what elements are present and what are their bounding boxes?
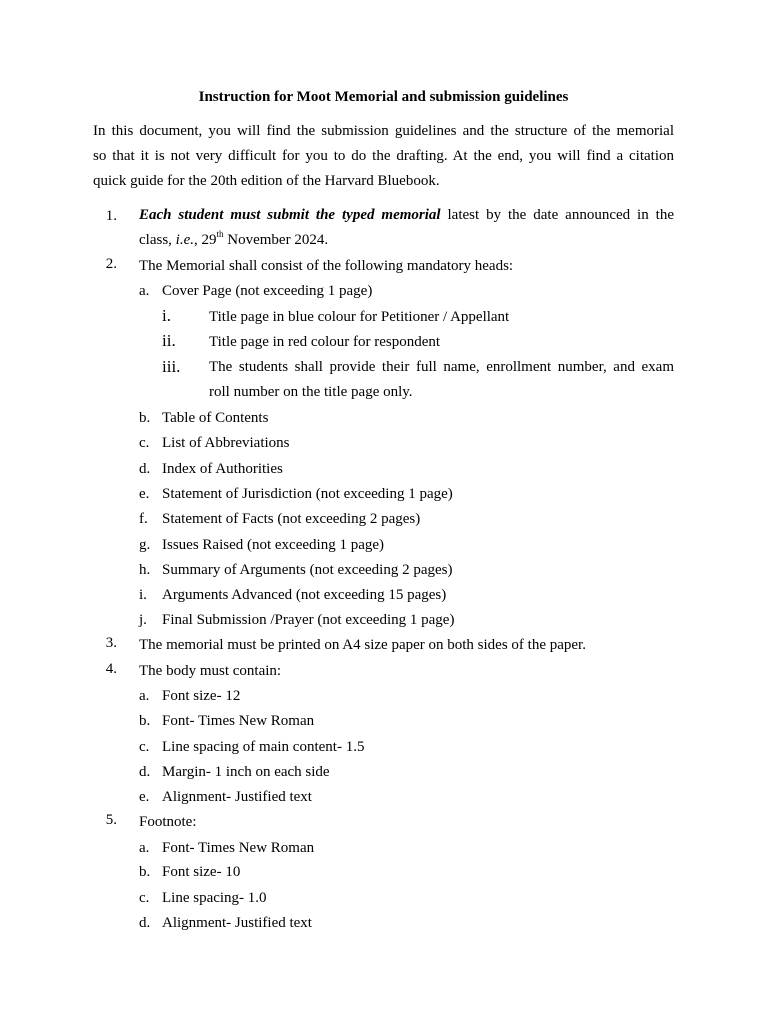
list-item-1-line: class, i.e., 29th November 2024.	[139, 229, 329, 248]
sub-item: Table of Contents	[162, 410, 269, 426]
roman-item: The students shall provide their full name, enrollment number, and exam roll number on the title page only.	[209, 359, 674, 400]
sub-marker: a.	[139, 283, 150, 299]
sub-item: Summary of Arguments (not exceeding 2 pages)	[162, 562, 453, 578]
sub-item: Index of Authorities	[162, 461, 283, 477]
document-title: Instruction for Moot Memorial and submission guidelines	[198, 89, 569, 105]
sub-marker: b.	[139, 410, 151, 426]
sub-item: Issues Raised (not exceeding 1 page)	[162, 537, 385, 553]
list-marker: 5.	[105, 812, 117, 828]
sub-item: List of Abbreviations	[162, 435, 290, 451]
sub-marker: b.	[139, 713, 151, 729]
sub-marker: c.	[139, 739, 150, 755]
intro-line: quick guide for the 20th edition of the Harvard Bluebook.	[93, 173, 440, 189]
sub-marker: d.	[139, 764, 151, 780]
sub-item: Font- Times New Roman	[162, 713, 315, 729]
list-marker: 1.	[105, 208, 117, 224]
list-item-2: The Memorial shall consist of the following mandatory heads:	[139, 258, 514, 274]
sub-item: Line spacing of main content- 1.5	[162, 739, 365, 755]
intro-paragraph	[93, 119, 674, 194]
sub-marker: h.	[139, 562, 151, 578]
sub-marker: b.	[139, 864, 151, 880]
intro-line: so that it is not very difficult for you to do the drafting. At the end, you will find a citation	[93, 148, 674, 164]
sub-item: Margin- 1 inch on each side	[162, 764, 330, 780]
sub-item: Font size- 10	[162, 864, 241, 880]
sub-item: Font- Times New Roman	[162, 840, 315, 856]
sub-item: Alignment- Justified text	[162, 915, 312, 931]
sub-item: Alignment- Justified text	[162, 789, 312, 805]
sub-marker: j.	[139, 612, 147, 628]
sub-item: Line spacing- 1.0	[162, 890, 267, 906]
sub-item: Final Submission /Prayer (not exceeding 1 page)	[162, 612, 455, 628]
intro-line: In this document, you will find the submission guidelines and the structure of the memorial	[93, 123, 674, 139]
sub-marker: e.	[139, 789, 150, 805]
roman-marker: ii.	[162, 331, 176, 350]
sub-item: Statement of Jurisdiction (not exceeding 1 page)	[162, 486, 453, 502]
list-item-3: The memorial must be printed on A4 size paper on both sides of the paper.	[139, 637, 586, 653]
roman-marker: iii.	[162, 357, 181, 376]
list-item-1	[139, 203, 674, 253]
emphasis-text: Each student must submit the typed memorial	[139, 207, 441, 223]
roman-item: Title page in red colour for respondent	[209, 334, 441, 350]
list-item-5: Footnote:	[139, 814, 197, 830]
sub-marker: f.	[139, 511, 148, 527]
list-marker: 3.	[105, 635, 117, 651]
sub-marker: d.	[139, 461, 151, 477]
sub-marker: g.	[139, 537, 151, 553]
list-item-4: The body must contain:	[139, 663, 282, 679]
roman-item: Title page in blue colour for Petitioner / Appellant	[209, 309, 510, 325]
list-marker: 4.	[105, 661, 117, 677]
sub-item: Statement of Facts (not exceeding 2 pages)	[162, 511, 421, 527]
list-item-1-line: Each student must submit the typed memorial latest by the date announced in the	[139, 207, 674, 223]
list-marker: 2.	[105, 256, 117, 272]
sub-marker: a.	[139, 840, 150, 856]
sub-marker: e.	[139, 486, 150, 502]
sub-item: Arguments Advanced (not exceeding 15 pages)	[162, 587, 447, 603]
sub-item: Font size- 12	[162, 688, 241, 704]
sub-marker: i.	[139, 587, 147, 603]
sub-marker: c.	[139, 435, 150, 451]
sub-marker: a.	[139, 688, 150, 704]
sub-marker: c.	[139, 890, 150, 906]
roman-marker: i.	[162, 306, 171, 325]
sub-marker: d.	[139, 915, 151, 931]
sub-item: Cover Page (not exceeding 1 page)	[162, 283, 373, 299]
